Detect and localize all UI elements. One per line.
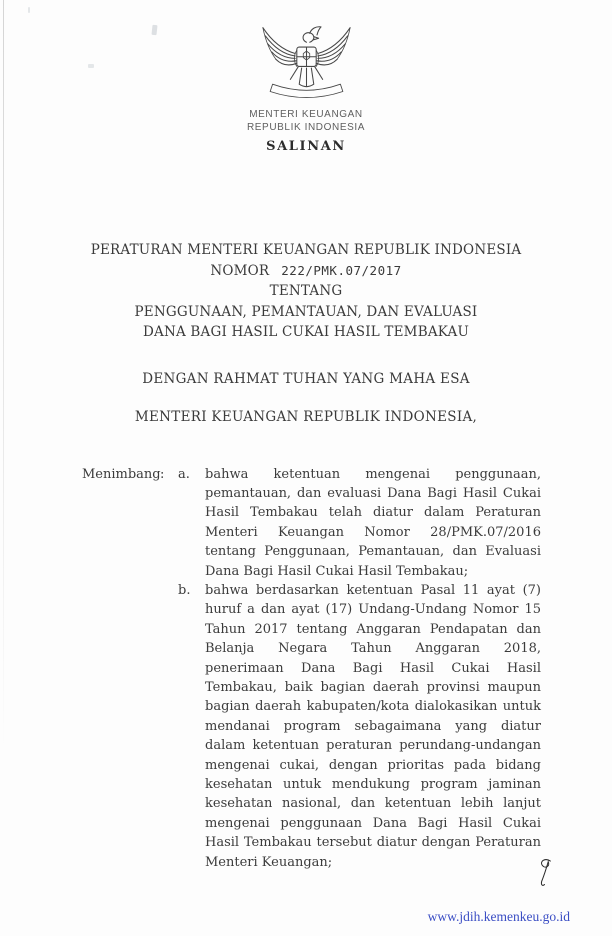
regulation-title-block — [0, 240, 612, 343]
issuer-line: MENTERI KEUANGAN REPUBLIK INDONESIA, — [134, 408, 478, 425]
considerations-label: Menimbang — [82, 466, 161, 482]
regulation-title-line1: PERATURAN MENTERI KEUANGAN REPUBLIK INDONESIA — [90, 242, 522, 258]
considerations-section — [82, 465, 541, 873]
handwritten-paraf-mark — [535, 857, 557, 894]
invocation-line: DENGAN RAHMAT TUHAN YANG MAHA ESA — [142, 370, 470, 387]
regulation-subject-line2: DANA BAGI HASIL CUKAI HASIL TEMBAKAU — [142, 324, 470, 340]
jdih-website-link[interactable]: www.jdih.kemenkeu.go.id — [427, 909, 570, 924]
scan-artifact — [28, 7, 30, 13]
scan-edge-line — [3, 0, 4, 936]
consideration-text-b: bahwa berdasarkan ketentuan Pasal 11 ayat (7) huruf a dan ayat (17) Undang-Undang Nomor 15 Tahun 2017 tentang Anggaran Pendapatan dan Belanja Negara Tahun Anggaran 2018, penerimaan Dana Bagi Hasil Cukai Hasil Tembakau, baik bagian daerah provinsi maupun bagian daerah kabupaten/kota dialokasikan untuk mendanai program sebagaimana yang diatur dalam ketentuan peraturan perundang-undangan mengenai cukai, dengan prioritas pada bidang kesehatan untuk mendukung program jaminan kesehatan nasional, dan ketentuan lebih lanjut mengenai penggunaan Dana Bagi Hasil Cukai Hasil Tembakau tersebut diatur dengan Peraturan Menteri Keuangan; — [205, 582, 541, 870]
regulation-number-value: 222/PMK.07/2017 — [281, 262, 402, 278]
consideration-item-a — [178, 465, 541, 581]
consideration-marker-b: b. — [178, 582, 191, 598]
scan-artifact — [151, 25, 157, 35]
consideration-marker-a: a. — [178, 466, 190, 482]
ministry-name-line1: MENTERI KEUANGAN — [249, 109, 363, 120]
consideration-text-a: bahwa ketentuan mengenai penggunaan, pemantauan, dan evaluasi Dana Bagi Hasil Cukai Hasil Tembakau telah diatur dalam Peraturan Menteri Keuangan Nomor 28/PMK.07/2016 tentang Penggunaan, Pemantauan, dan Evaluasi Dana Bagi Hasil Cukai Hasil Tembakau; — [205, 466, 541, 579]
regulation-subject-line1: PENGGUNAAN, PEMANTAUAN, DAN EVALUASI — [134, 303, 478, 320]
ministry-name-line2: REPUBLIK INDONESIA — [246, 121, 366, 133]
consideration-item-b — [178, 581, 541, 872]
considerations-colon: : — [160, 466, 165, 482]
considerations-list — [178, 465, 541, 873]
scan-artifact — [88, 64, 94, 68]
letterhead — [0, 0, 612, 154]
garuda-pancasila-emblem-icon — [249, 18, 364, 106]
regulation-about-label: TENTANG — [269, 283, 343, 299]
regulation-number-label: NOMOR — [210, 262, 270, 279]
regulation-number-line — [0, 261, 612, 282]
salinan-stamp: SALINAN — [266, 139, 346, 154]
